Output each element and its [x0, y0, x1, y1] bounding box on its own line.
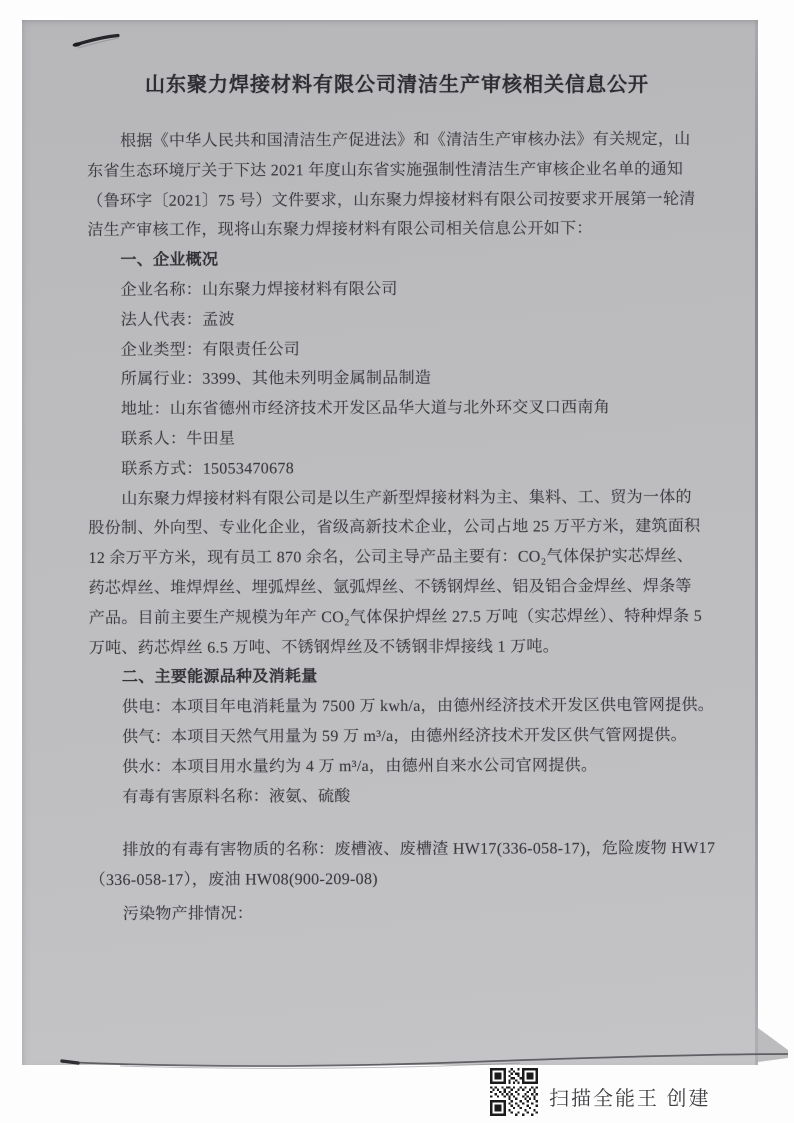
- text-line: （336-058-17），废油 HW08(900-209-08): [89, 871, 378, 890]
- text-line: 洁生产审核工作，现将山东聚力焊接材料有限公司相关信息公开如下：: [87, 220, 593, 240]
- text-line: 12 余万平方米，现有员工 870 余名，公司主导产品主要有：CO₂气体保护实芯焊丝、: [88, 548, 694, 568]
- section-heading: 二、主要能源品种及消耗量: [121, 668, 318, 687]
- text-line: 法人代表：孟波: [120, 311, 235, 329]
- text-line: 药芯焊丝、堆焊焊丝、埋弧焊丝、氩弧焊丝、不锈钢焊丝、铝及铝合金焊丝、焊条等: [88, 577, 692, 597]
- text-line: 联系方式：15053470678: [121, 460, 295, 478]
- text-line: 排放的有毒有害物质的名称：废槽液、废槽渣 HW17(336-058-17)，危险废物 HW17: [122, 840, 716, 860]
- text-line: 东省生态环境厅关于下达 2021 年度山东省实施强制性清洁生产审核企业名单的通知: [87, 160, 684, 180]
- document-title: 山东聚力焊接材料有限公司清洁生产审核相关信息公开: [145, 74, 649, 96]
- text-line: 所属行业：3399、其他未列明金属制品制造: [120, 370, 432, 389]
- text-line: 产品。目前主要生产规模为年产 CO₂气体保护焊丝 27.5 万吨（实芯焊丝）、特种焊条 5: [88, 607, 703, 627]
- page-edge-shadow: [755, 20, 758, 1065]
- text-line: 污染物产排情况：: [122, 905, 254, 923]
- camscanner-watermark-label: 扫描全能王 创建: [549, 1088, 711, 1110]
- document-body: [87, 125, 716, 930]
- text-line: 企业名称：山东聚力焊接材料有限公司: [120, 280, 398, 299]
- text-line: 联系人：牛田星: [121, 430, 236, 448]
- text-line: 地址：山东省德州市经济技术开发区品华大道与北外环交叉口西南角: [120, 399, 611, 419]
- text-line: （鲁环字〔2021〕75 号）文件要求，山东聚力焊接材料有限公司按要求开展第一轮清: [87, 190, 696, 210]
- text-line: 股份制、外向型、专业化企业，省级高新技术企业，公司占地 25 万平方米，建筑面积: [88, 518, 701, 538]
- text-line: 供气：本项目天然气用量为 59 万 m³/a，由德州经济技术开发区供气管网提供。: [122, 726, 687, 746]
- section-heading: 一、企业概况: [120, 251, 219, 270]
- text-line: 供电：本项目年电消耗量为 7500 万 kwh/a，由德州经济技术开发区供电管网提供。: [121, 696, 715, 717]
- text-line: 根据《中华人民共和国清洁生产促进法》和《清洁生产审核办法》有关规定，山: [120, 130, 691, 150]
- text-line: 万吨、药芯焊丝 6.5 万吨、不锈钢焊丝及不锈钢非焊接线 1 万吨。: [88, 637, 560, 657]
- text-line: 有毒有害原料名称：液氨、硫酸: [122, 787, 351, 806]
- qr-code-icon: [490, 1068, 538, 1116]
- text-line: 供水：本项目用水量约为 4 万 m³/a，由德州自来水公司官网提供。: [122, 756, 598, 776]
- text-line: 山东聚力焊接材料有限公司是以生产新型焊接材料为主、集料、工、贸为一体的: [121, 488, 692, 508]
- text-line: 企业类型：有限责任公司: [120, 340, 301, 359]
